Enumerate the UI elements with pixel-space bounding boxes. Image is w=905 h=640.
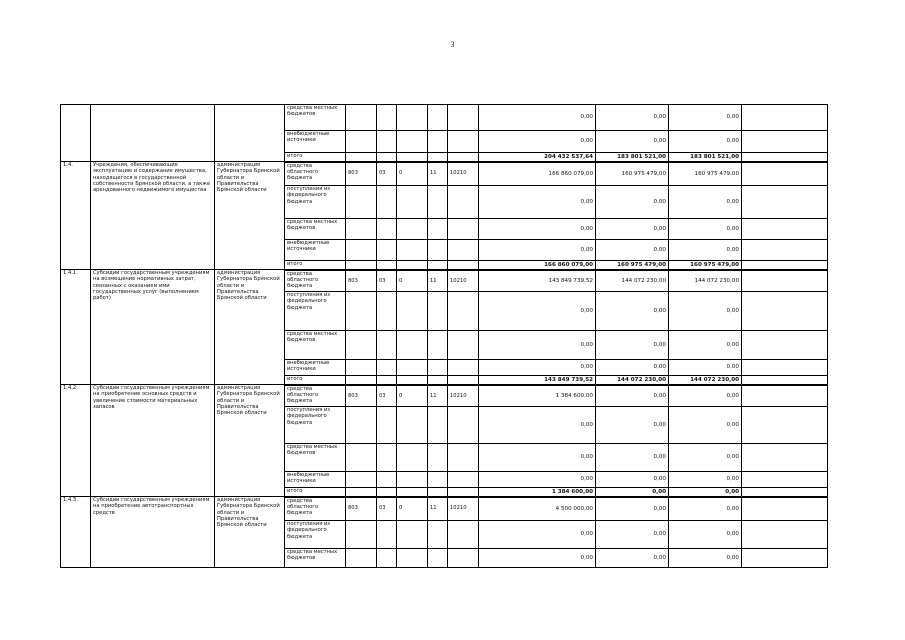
amount-cell: 0,00 — [669, 385, 742, 407]
budget-code: 0 — [397, 162, 428, 186]
empty-cell — [742, 131, 828, 153]
amount-cell: 0,00 — [479, 521, 596, 549]
source-label: средства местных бюджетов — [285, 549, 346, 568]
code-cell — [428, 240, 448, 261]
amount-cell: 0,00 — [479, 407, 596, 444]
budget-code: 803 — [346, 162, 377, 186]
budget-code: 0 — [397, 270, 428, 292]
code-cell — [428, 444, 448, 472]
empty-cell — [742, 219, 828, 240]
amount-cell: 0,00 — [596, 360, 669, 376]
code-cell — [397, 105, 428, 131]
source-label: поступления из федерального бюджета — [285, 521, 346, 549]
amount-cell: 0,00 — [669, 105, 742, 131]
source-label: средства местных бюджетов — [285, 105, 346, 131]
budget-table-body — [61, 105, 828, 568]
empty-cell — [742, 292, 828, 331]
empty-cell — [742, 444, 828, 472]
budget-code: 0 — [397, 385, 428, 407]
source-label: итого — [285, 488, 346, 497]
budget-code: 11 — [428, 162, 448, 186]
code-cell — [346, 488, 377, 497]
code-cell — [397, 549, 428, 568]
code-cell — [428, 186, 448, 219]
amount-cell: 0,00 — [479, 472, 596, 488]
code-cell — [397, 219, 428, 240]
budget-code: 0 — [397, 497, 428, 521]
code-cell — [448, 407, 479, 444]
amount-cell: 0,00 — [596, 219, 669, 240]
code-cell — [346, 360, 377, 376]
code-cell — [448, 360, 479, 376]
code-cell — [377, 240, 397, 261]
empty-cell — [742, 385, 828, 407]
amount-cell: 160 975 479,00 — [669, 261, 742, 270]
code-cell — [346, 261, 377, 270]
source-label: внебюджетные источники — [285, 131, 346, 153]
code-cell — [377, 219, 397, 240]
code-cell — [397, 472, 428, 488]
source-label: средства областного бюджета — [285, 270, 346, 292]
code-cell — [377, 261, 397, 270]
code-cell — [428, 360, 448, 376]
budget-code: 11 — [428, 270, 448, 292]
code-cell — [377, 360, 397, 376]
code-cell — [346, 549, 377, 568]
amount-cell: 183 801 521,00 — [596, 153, 669, 162]
amount-cell: 144 072 230,00 — [669, 270, 742, 292]
item-number: 1.4. — [61, 162, 91, 270]
budget-code: 11 — [428, 385, 448, 407]
code-cell — [448, 376, 479, 385]
amount-cell: 0,00 — [669, 488, 742, 497]
code-cell — [428, 219, 448, 240]
code-cell — [428, 488, 448, 497]
amount-cell: 0,00 — [479, 186, 596, 219]
empty-cell — [742, 488, 828, 497]
source-label: поступления из федерального бюджета — [285, 186, 346, 219]
item-number: 1.4.2. — [61, 385, 91, 497]
amount-cell: 0,00 — [596, 186, 669, 219]
source-label: внебюджетные источники — [285, 240, 346, 261]
code-cell — [448, 261, 479, 270]
amount-cell: 1 384 600,00 — [479, 488, 596, 497]
code-cell — [448, 105, 479, 131]
amount-cell: 0,00 — [669, 407, 742, 444]
code-cell — [448, 472, 479, 488]
code-cell — [428, 105, 448, 131]
source-label: средства областного бюджета — [285, 497, 346, 521]
amount-cell: 0,00 — [669, 219, 742, 240]
item-name: Субсидии государственным учреждениям на возмещение нормативных затрат, связанных с оказанием ими государственных услуг (выполнением работ) — [91, 270, 215, 385]
amount-cell: 0,00 — [479, 219, 596, 240]
code-cell — [346, 240, 377, 261]
budget-table — [60, 104, 828, 568]
source-label: средства местных бюджетов — [285, 219, 346, 240]
empty-cell — [742, 360, 828, 376]
code-cell — [346, 331, 377, 360]
code-cell — [448, 521, 479, 549]
source-label: итого — [285, 376, 346, 385]
empty-cell — [742, 186, 828, 219]
source-label: средства местных бюджетов — [285, 444, 346, 472]
source-label: средства местных бюджетов — [285, 331, 346, 360]
code-cell — [397, 261, 428, 270]
budget-code: 03 — [377, 497, 397, 521]
source-label: итого — [285, 153, 346, 162]
empty-cell — [742, 472, 828, 488]
amount-cell: 183 801 521,00 — [669, 153, 742, 162]
empty-cell — [742, 521, 828, 549]
amount-cell: 0,00 — [669, 240, 742, 261]
code-cell — [397, 153, 428, 162]
item-name: Учреждения, обеспечивающие эксплуатацию и содержание имущества, находящегося в государственной собственности Брянской области, а также арендованного недвижимого имущества — [91, 162, 215, 270]
item-executor: администрация Губернатора Брянской области и Правительства Брянской области — [215, 497, 285, 568]
code-cell — [448, 131, 479, 153]
amount-cell: 0,00 — [669, 521, 742, 549]
code-cell — [428, 472, 448, 488]
code-cell — [377, 472, 397, 488]
code-cell — [448, 153, 479, 162]
code-cell — [428, 376, 448, 385]
amount-cell: 0,00 — [596, 521, 669, 549]
amount-cell: 0,00 — [669, 444, 742, 472]
empty-cell — [742, 376, 828, 385]
amount-cell: 0,00 — [669, 360, 742, 376]
amount-cell: 0,00 — [669, 549, 742, 568]
code-cell — [346, 292, 377, 331]
code-cell — [428, 292, 448, 331]
code-cell — [377, 331, 397, 360]
source-label: внебюджетные источники — [285, 360, 346, 376]
amount-cell: 0,00 — [596, 292, 669, 331]
code-cell — [448, 549, 479, 568]
amount-cell: 1 384 600,00 — [479, 385, 596, 407]
amount-cell: 0,00 — [479, 331, 596, 360]
num-cell — [61, 105, 91, 162]
table-row — [61, 497, 828, 521]
code-cell — [346, 186, 377, 219]
code-cell — [397, 240, 428, 261]
name-cell — [91, 105, 215, 162]
source-label: средства областного бюджета — [285, 385, 346, 407]
source-label: внебюджетные источники — [285, 472, 346, 488]
amount-cell: 0,00 — [479, 105, 596, 131]
amount-cell: 0,00 — [596, 472, 669, 488]
code-cell — [346, 407, 377, 444]
amount-cell: 143 849 739,52 — [479, 270, 596, 292]
amount-cell: 166 860 079,00 — [479, 162, 596, 186]
code-cell — [377, 549, 397, 568]
executor-cell — [215, 105, 285, 162]
amount-cell: 0,00 — [479, 360, 596, 376]
code-cell — [346, 131, 377, 153]
code-cell — [428, 153, 448, 162]
code-cell — [377, 153, 397, 162]
source-label: поступления из федерального бюджета — [285, 407, 346, 444]
amount-cell: 0,00 — [596, 549, 669, 568]
code-cell — [397, 186, 428, 219]
code-cell — [397, 444, 428, 472]
amount-cell: 0,00 — [596, 407, 669, 444]
amount-cell: 0,00 — [479, 240, 596, 261]
table-row — [61, 385, 828, 407]
code-cell — [397, 376, 428, 385]
empty-cell — [742, 270, 828, 292]
budget-code: 03 — [377, 162, 397, 186]
budget-code: 803 — [346, 270, 377, 292]
code-cell — [397, 488, 428, 497]
code-cell — [377, 105, 397, 131]
item-executor: администрация Губернатора Брянской области и Правительства Брянской области — [215, 270, 285, 385]
amount-cell: 0,00 — [596, 444, 669, 472]
budget-code: 11 — [428, 497, 448, 521]
empty-cell — [742, 240, 828, 261]
code-cell — [448, 488, 479, 497]
table-row — [61, 105, 828, 131]
code-cell — [428, 521, 448, 549]
code-cell — [377, 488, 397, 497]
code-cell — [377, 376, 397, 385]
amount-cell: 0,00 — [479, 549, 596, 568]
code-cell — [377, 131, 397, 153]
table-row — [61, 270, 828, 292]
empty-cell — [742, 261, 828, 270]
amount-cell: 143 849 739,52 — [479, 376, 596, 385]
amount-cell: 0,00 — [479, 292, 596, 331]
budget-code: 10210 — [448, 385, 479, 407]
empty-cell — [742, 331, 828, 360]
amount-cell: 0,00 — [596, 105, 669, 131]
budget-code: 03 — [377, 270, 397, 292]
code-cell — [377, 186, 397, 219]
amount-cell: 144 072 230,00 — [596, 270, 669, 292]
empty-cell — [742, 407, 828, 444]
amount-cell: 0,00 — [479, 131, 596, 153]
code-cell — [346, 472, 377, 488]
code-cell — [346, 219, 377, 240]
amount-cell: 0,00 — [596, 331, 669, 360]
empty-cell — [742, 153, 828, 162]
code-cell — [428, 549, 448, 568]
item-name: Субсидии государственным учреждениям на приобретение основных средств и увеличение стоимости материальных запасов — [91, 385, 215, 497]
budget-code: 10210 — [448, 497, 479, 521]
amount-cell: 144 072 230,00 — [669, 376, 742, 385]
page-number: 3 — [450, 40, 455, 49]
code-cell — [346, 153, 377, 162]
amount-cell: 160 975 479,00 — [596, 261, 669, 270]
amount-cell: 0,00 — [669, 472, 742, 488]
code-cell — [397, 292, 428, 331]
empty-cell — [742, 549, 828, 568]
code-cell — [377, 444, 397, 472]
code-cell — [397, 331, 428, 360]
code-cell — [428, 407, 448, 444]
empty-cell — [742, 105, 828, 131]
amount-cell: 0,00 — [669, 292, 742, 331]
code-cell — [448, 186, 479, 219]
amount-cell: 0,00 — [669, 186, 742, 219]
amount-cell: 0,00 — [596, 497, 669, 521]
amount-cell: 0,00 — [596, 131, 669, 153]
amount-cell: 0,00 — [479, 444, 596, 472]
code-cell — [377, 521, 397, 549]
code-cell — [346, 105, 377, 131]
item-name: Субсидии государственным учреждениям на приобретение автотранспортных средств — [91, 497, 215, 568]
amount-cell: 160 975 479,00 — [596, 162, 669, 186]
code-cell — [448, 219, 479, 240]
budget-code: 803 — [346, 497, 377, 521]
code-cell — [397, 407, 428, 444]
code-cell — [448, 292, 479, 331]
budget-code: 803 — [346, 385, 377, 407]
item-number: 1.4.3. — [61, 497, 91, 568]
amount-cell: 4 500 000,00 — [479, 497, 596, 521]
code-cell — [397, 521, 428, 549]
code-cell — [346, 376, 377, 385]
amount-cell: 160 975 479,00 — [669, 162, 742, 186]
amount-cell: 0,00 — [596, 385, 669, 407]
code-cell — [428, 261, 448, 270]
code-cell — [397, 131, 428, 153]
amount-cell: 144 072 230,00 — [596, 376, 669, 385]
amount-cell: 166 860 079,00 — [479, 261, 596, 270]
amount-cell: 204 432 537,64 — [479, 153, 596, 162]
amount-cell: 0,00 — [596, 240, 669, 261]
code-cell — [448, 444, 479, 472]
table-row — [61, 162, 828, 186]
amount-cell: 0,00 — [669, 497, 742, 521]
code-cell — [428, 331, 448, 360]
code-cell — [448, 240, 479, 261]
amount-cell: 0,00 — [596, 488, 669, 497]
item-executor: администрация Губернатора Брянской области и Правительства Брянской области — [215, 162, 285, 270]
budget-code: 10210 — [448, 270, 479, 292]
code-cell — [346, 521, 377, 549]
empty-cell — [742, 162, 828, 186]
code-cell — [397, 360, 428, 376]
code-cell — [377, 292, 397, 331]
code-cell — [346, 444, 377, 472]
source-label: поступления из федерального бюджета — [285, 292, 346, 331]
code-cell — [377, 407, 397, 444]
amount-cell: 0,00 — [669, 131, 742, 153]
budget-code: 03 — [377, 385, 397, 407]
source-label: средства областного бюджета — [285, 162, 346, 186]
empty-cell — [742, 497, 828, 521]
source-label: итого — [285, 261, 346, 270]
item-executor: администрация Губернатора Брянской области и Правительства Брянской области — [215, 385, 285, 497]
amount-cell: 0,00 — [669, 331, 742, 360]
budget-code: 10210 — [448, 162, 479, 186]
item-number: 1.4.1. — [61, 270, 91, 385]
code-cell — [448, 331, 479, 360]
code-cell — [428, 131, 448, 153]
